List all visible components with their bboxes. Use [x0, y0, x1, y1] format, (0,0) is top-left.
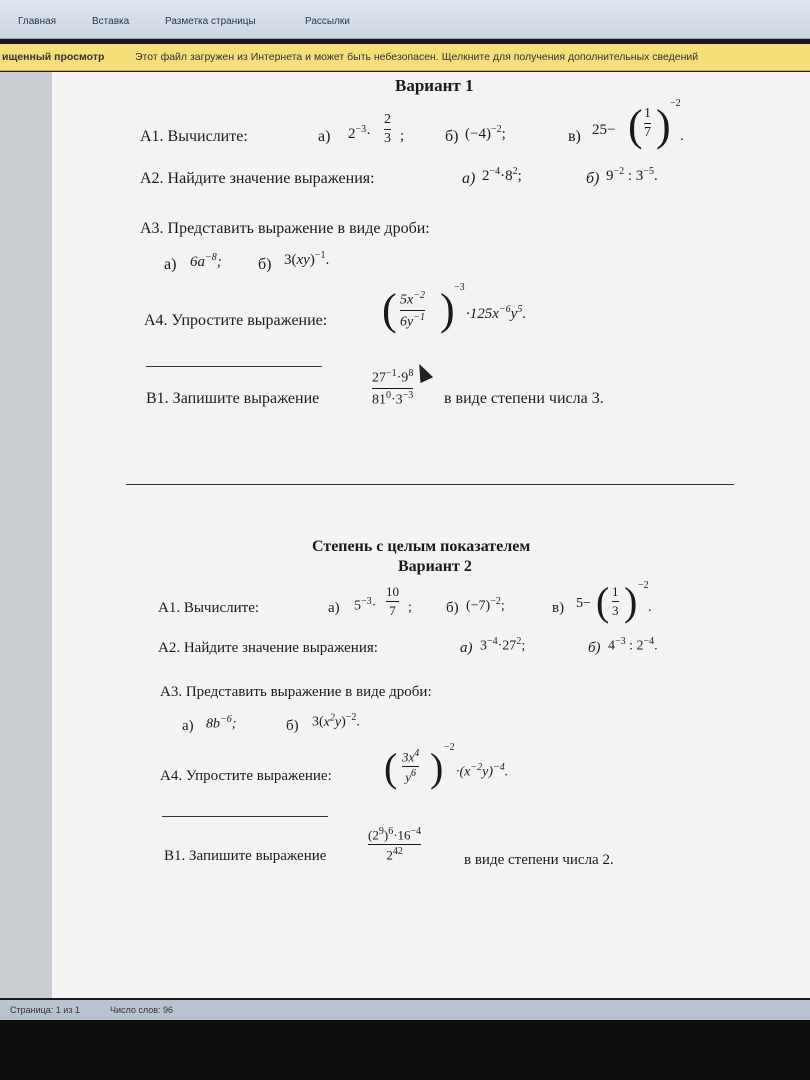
v1-b1-label: В1. Запишите выражение: [146, 390, 320, 407]
v1-a1-c-exp: −2: [670, 98, 681, 109]
v1-a2-a-expr: $2^{-4}\cdot 8^2$;: [482, 166, 522, 184]
v2-a2-b-label: б): [588, 640, 601, 656]
protected-view-label: ищенный просмотр: [2, 51, 105, 63]
v2-b1-fraction: $(2^9)^6\cdot 16^{-4}$ $2^{42}$: [368, 826, 422, 863]
ribbon: [0, 0, 810, 39]
variant-2-title: Вариант 2: [398, 558, 472, 575]
v2-a4-exp: −2: [444, 742, 455, 753]
v1-a1-b-label: б): [445, 128, 459, 145]
v2-a1-c-exp: −2: [638, 580, 649, 591]
v2-a1-c-expr: 5−: [576, 596, 591, 611]
v2-a3-b-expr: $3(x^2y)^{-2}$.: [312, 712, 360, 730]
v1-a1-c-paren-left: (: [628, 101, 643, 150]
v2-a1-b-expr: $(-7)^{-2}$;: [466, 596, 505, 614]
v2-a4-fraction: $3x^4$ $y^6$: [402, 748, 420, 785]
v2-a2-a-label: а): [460, 640, 473, 656]
v1-a1-a-fraction: 2 3: [384, 112, 391, 146]
v1-a3-b-expr: 3(xy)$^{-1}$.: [284, 250, 330, 268]
tab-page-layout[interactable]: Разметка страницы: [165, 16, 256, 27]
v1-a1-c-paren-right: ): [656, 101, 671, 150]
topic-title: Степень с целым показателем: [312, 538, 531, 555]
v2-a2-b-expr: $4^{-3}$ : $2^{-4}$.: [608, 636, 658, 654]
v2-b1-tail: в виде степени числа 2.: [464, 852, 614, 868]
monitor-bezel: [0, 1020, 810, 1080]
v2-a4-paren-right: ): [430, 745, 444, 790]
v1-b1-tail: в виде степени числа 3.: [444, 390, 604, 407]
v1-a1-a-semicolon: ;: [400, 128, 405, 144]
v2-a4-label: А4. Упростите выражение:: [160, 768, 332, 784]
v2-a1-c-paren-right: ): [624, 579, 638, 624]
v2-a2-a-expr: $3^{-4}\cdot 27^2$;: [480, 636, 526, 654]
status-page-count[interactable]: Страница: 1 из 1: [10, 1005, 80, 1015]
v1-a4-fraction: $5x^{-2}$ $6y^{-1}$: [400, 290, 425, 330]
v2-a1-a-label: а): [328, 600, 340, 616]
v1-a1-b-expr: $(-4)^{-2}$;: [465, 124, 506, 142]
v2-a3-b-label: б): [286, 718, 299, 734]
v2-a3-a-expr: $8b^{-6}$;: [206, 714, 237, 732]
v1-a3-a-label: а): [164, 256, 177, 273]
v2-a1-c-paren-left: (: [596, 579, 610, 624]
v1-a4-tail: $\cdot 125x^{-6}y^5$.: [466, 304, 527, 322]
tab-insert[interactable]: Вставка: [92, 16, 130, 27]
v1-a2-b-expr: $9^{-2}$ : $3^{-5}$.: [606, 166, 658, 184]
tab-mailings[interactable]: Рассылки: [305, 16, 350, 27]
v1-a1-a-label: а): [318, 128, 331, 145]
v1-a1-c-expr: 25−: [592, 122, 616, 138]
v2-a3-a-label: а): [182, 718, 194, 734]
v2-a1-c-dot: .: [648, 600, 652, 615]
v1-a4-label: А4. Упростите выражение:: [144, 312, 328, 329]
document-margin: [0, 72, 52, 998]
protected-view-bar[interactable]: [0, 44, 810, 71]
v1-a2-b-label: б): [586, 170, 600, 187]
v1-a2-label: А2. Найдите значение выражения:: [140, 170, 375, 187]
v1-b1-fraction: $27^{-1}\cdot 9^8$ $81^0\cdot 3^{-3}$: [372, 368, 414, 408]
v2-separator-short: [162, 816, 328, 817]
v2-a1-label: А1. Вычислите:: [158, 600, 260, 616]
v1-a1-label: А1. Вычислите:: [140, 128, 248, 145]
v1-a3-a-expr: $6a^{-8}$;: [190, 252, 222, 270]
v2-a1-c-fraction: 1 3: [612, 584, 619, 618]
v1-a1-c-dot: .: [680, 128, 684, 144]
v1-a4-paren-left: (: [382, 285, 397, 334]
v1-a4-exp: −3: [454, 282, 465, 293]
tab-home[interactable]: Главная: [18, 16, 57, 27]
v1-a1-c-fraction: 1 7: [644, 106, 651, 140]
v2-a4-tail: $\cdot(x^{-2}y)^{-4}$.: [456, 762, 509, 780]
v1-a4-paren-right: ): [440, 285, 455, 334]
v1-a1-c-label: в): [568, 128, 581, 145]
v2-a2-label: А2. Найдите значение выражения:: [158, 640, 378, 656]
v2-a3-label: А3. Представить выражение в виде дроби:: [160, 684, 432, 700]
v1-separator-short: [146, 366, 322, 367]
v1-a3-label: А3. Представить выражение в виде дроби:: [140, 220, 430, 237]
variant-1-title: Вариант 1: [395, 76, 474, 95]
v2-a4-paren-left: (: [384, 745, 398, 790]
v2-a1-c-label: в): [552, 600, 565, 616]
v2-b1-label: В1. Запишите выражение: [164, 848, 327, 864]
status-word-count[interactable]: Число слов: 96: [110, 1005, 174, 1015]
variants-separator: [126, 484, 734, 485]
v1-a1-a-expr: $2^{-3}\cdot$: [348, 124, 372, 142]
v1-a3-b-label: б): [258, 256, 272, 273]
v1-a2-a-label: а): [462, 170, 476, 187]
v2-a1-a-fraction: 10 7: [386, 584, 399, 618]
v2-a1-b-label: б): [446, 600, 459, 616]
protected-view-message[interactable]: Этот файл загружен из Интернета и может быть небезопасен. Щелкните для получения дополнительных сведений: [135, 51, 699, 63]
statusbar: [0, 1000, 810, 1020]
v2-a1-a-expr: $5^{-3}\cdot$: [354, 596, 377, 614]
v2-a1-a-semicolon: ;: [408, 600, 412, 615]
